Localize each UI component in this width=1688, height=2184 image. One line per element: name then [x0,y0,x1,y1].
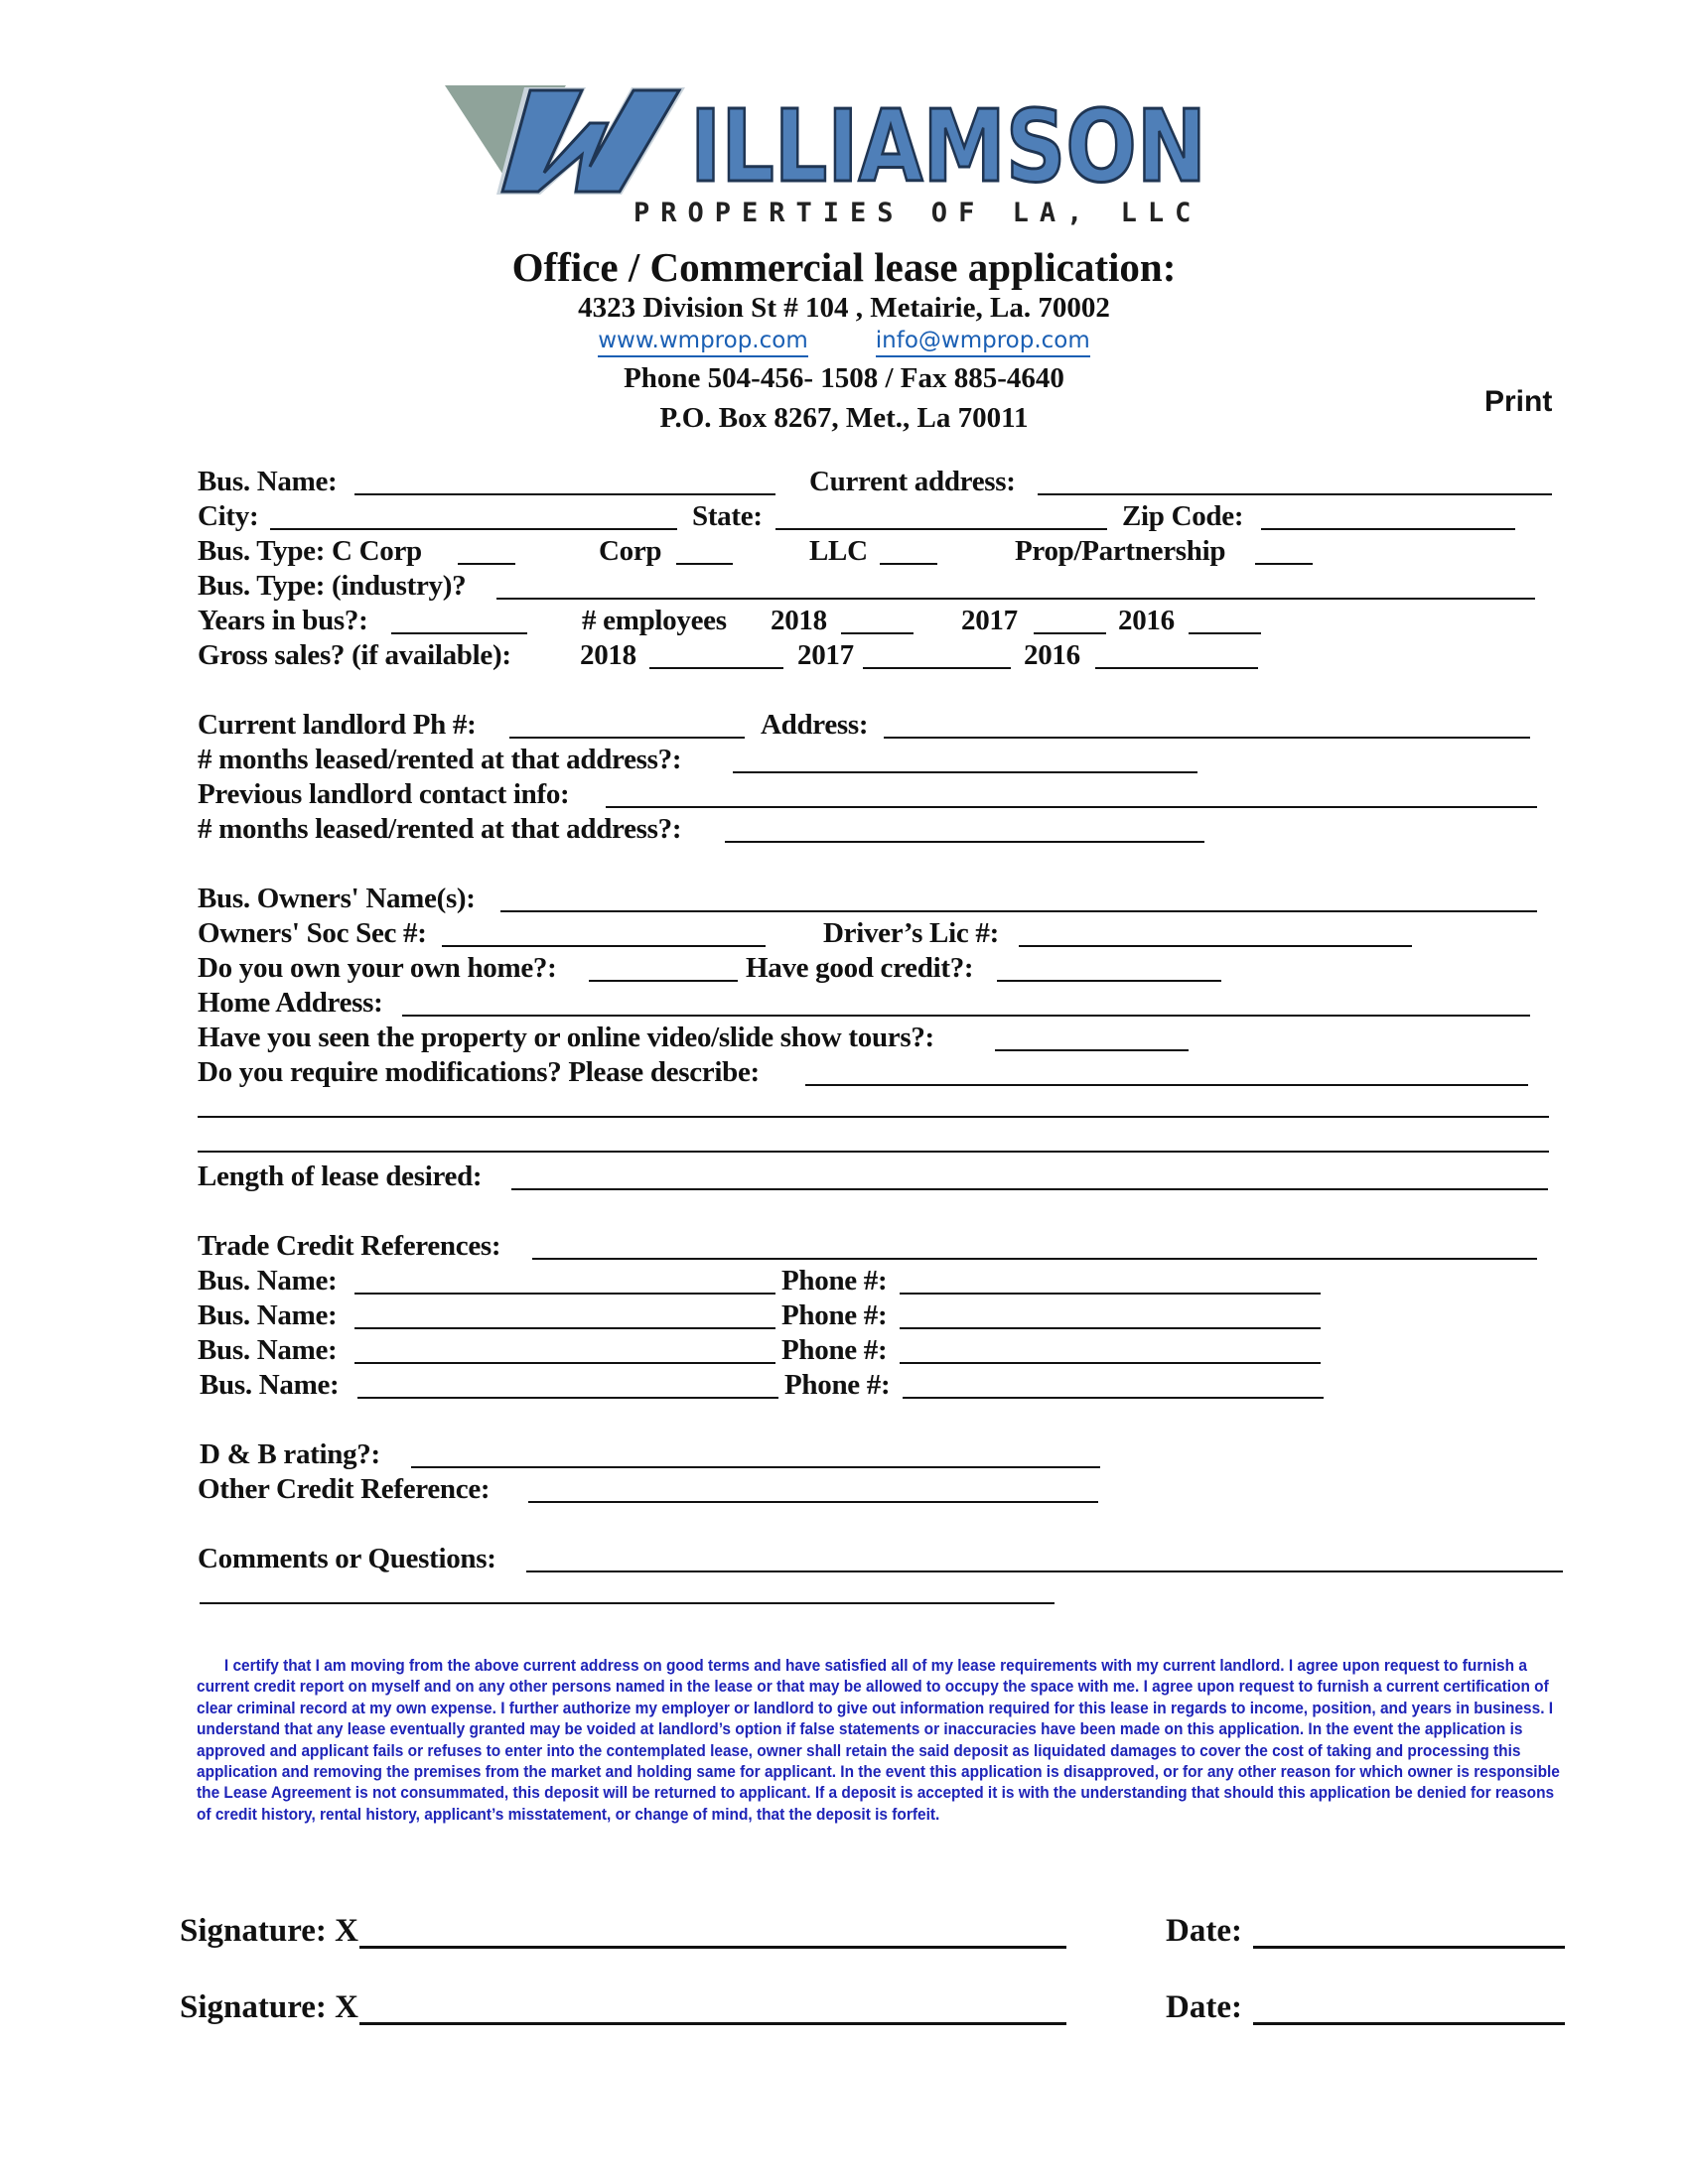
other-credit-field[interactable] [528,1501,1098,1503]
reference-phone-field[interactable] [903,1397,1324,1399]
certification-disclaimer [197,1655,1563,1825]
state-field[interactable] [775,528,1107,530]
modifications-line-3[interactable] [198,1151,1549,1153]
months-current-label: # months leased/rented at that address?: [198,744,682,775]
db-rating-field[interactable] [411,1466,1100,1468]
employees-2016-field[interactable] [1189,632,1261,634]
reference-bus-name-field[interactable] [354,1327,775,1329]
signature-row [0,1988,1688,2028]
reference-bus-name-field[interactable] [354,1293,775,1295]
page-title: Office / Commercial lease application: [511,244,1177,290]
comments-label: Comments or Questions: [198,1543,496,1574]
bus-name-field[interactable] [354,493,775,495]
trade-credit-label: Trade Credit References: [198,1230,501,1262]
llc-label: LLC [809,535,868,567]
home-address-label: Home Address: [198,987,383,1019]
gross-sales-2018-field[interactable] [649,667,783,669]
ssn-field[interactable] [442,945,766,947]
contact-links [0,326,1688,357]
logo-wordmark: ILLIAMSON [690,88,1206,205]
print-button[interactable]: Print [1484,385,1553,418]
modifications-line-2[interactable] [198,1116,1549,1118]
bus-type-label: Bus. Type: C Corp [198,535,422,567]
date-label: Date: [1166,1913,1242,1949]
previous-landlord-label: Previous landlord contact info: [198,778,570,810]
employees-2018-field[interactable] [841,632,914,634]
reference-phone-label: Phone #: [781,1265,888,1297]
landlord-address-field[interactable] [884,737,1530,739]
williamson-logo-graphic [437,81,1231,205]
prop-partnership-field[interactable] [1255,563,1313,565]
website-link[interactable]: www.wmprop.com [598,328,808,357]
months-previous-label: # months leased/rented at that address?: [198,813,682,845]
gross-sales-label: Gross sales? (if available): [198,639,511,671]
date-field[interactable] [1253,2022,1565,2025]
drivers-lic-field[interactable] [1019,945,1412,947]
company-logo [437,81,1231,236]
reference-bus-name-label: Bus. Name: [198,1265,338,1297]
employees-2017-label: 2017 [961,605,1018,636]
modifications-field[interactable] [805,1084,1528,1086]
home-address-field[interactable] [402,1015,1530,1017]
reference-bus-name-label: Bus. Name: [200,1369,340,1401]
previous-landlord-field[interactable] [606,806,1537,808]
state-label: State: [692,500,763,532]
gross-sales-2016-label: 2016 [1024,639,1080,671]
employees-2017-field[interactable] [1034,632,1106,634]
zip-field[interactable] [1261,528,1515,530]
disclaimer-text: I certify that I am moving from the above current address on good terms and have satisfied all of my lease requirements with my current landlord. I agree upon request to furnish a current credit report on myself and on any other persons named in the lease or that may be allowed to occupy the space with me. I agree upon request to furnish a current certification of clear criminal record at my own expense. I further authorize my employer or landlord to give out information required for this lease in regards to income, position, and years in business. I understand that any lease eventually granted may be voided at landlord’s option if false statements or inaccuracies have been made on this application. In the event the application is approved and applicant fails or refuses to enter into the contemplated lease, owner shall retain the said deposit as liquidated damages to cover the cost of taking and processing this application and removing the premises from the market and holding same for applicant. In the event this application is disapproved, or for any other reason for which owner is responsible the Lease Agreement is not consummated, this deposit will be returned to applicant. If a deposit is accepted it is with the understanding that should this application be denied for reasons of credit history, rental history, applicant’s misstatement, or change of mind, that the deposit is forfeit. [197,1656,1560,1824]
years-in-bus-field[interactable] [391,632,527,634]
own-home-field[interactable] [589,980,738,982]
corp-field[interactable] [676,563,733,565]
reference-phone-field[interactable] [900,1293,1321,1295]
current-address-label: Current address: [809,466,1016,497]
email-link[interactable]: info@wmprop.com [876,328,1090,357]
date-field[interactable] [1253,1946,1565,1949]
owner-names-label: Bus. Owners' Name(s): [198,883,476,914]
office-address: 4323 Division St # 104 , Metairie, La. 70002 [578,292,1110,324]
months-current-field[interactable] [733,771,1197,773]
date-label: Date: [1166,1989,1242,2025]
good-credit-field[interactable] [997,980,1221,982]
signature-label: Signature: X [180,1913,358,1949]
signature-label: Signature: X [180,1989,358,2025]
db-rating-label: D & B rating?: [200,1438,380,1470]
owner-names-field[interactable] [500,910,1537,912]
current-landlord-ph-field[interactable] [509,737,745,739]
reference-phone-label: Phone #: [781,1299,888,1331]
months-previous-field[interactable] [725,841,1204,843]
employees-2016-label: 2016 [1118,605,1175,636]
industry-field[interactable] [496,598,1535,600]
reference-phone-label: Phone #: [781,1334,888,1366]
phone-fax: Phone 504-456- 1508 / Fax 885-4640 [624,362,1064,394]
reference-phone-field[interactable] [900,1327,1321,1329]
c-corp-field[interactable] [458,563,515,565]
signature-field[interactable] [359,1946,1066,1949]
comments-line-2[interactable] [200,1602,1055,1604]
other-credit-label: Other Credit Reference: [198,1473,491,1505]
comments-field[interactable] [526,1570,1563,1572]
own-home-label: Do you own your own home?: [198,952,557,984]
reference-bus-name-label: Bus. Name: [198,1334,338,1366]
landlord-address-label: Address: [761,709,869,741]
signature-field[interactable] [359,2022,1066,2025]
current-landlord-ph-label: Current landlord Ph #: [198,709,477,741]
reference-phone-label: Phone #: [784,1369,891,1401]
signature-row [0,1912,1688,1952]
industry-label: Bus. Type: (industry)? [198,570,467,602]
bus-name-label: Bus. Name: [198,466,338,497]
current-address-field[interactable] [1038,493,1552,495]
good-credit-label: Have good credit?: [746,952,974,984]
trade-credit-field[interactable] [532,1258,1537,1260]
gross-sales-2018-label: 2018 [580,639,636,671]
prop-partnership-label: Prop/Partnership [1015,535,1226,567]
gross-sales-2017-field[interactable] [863,667,1011,669]
llc-field[interactable] [880,563,937,565]
zip-label: Zip Code: [1122,500,1244,532]
modifications-label: Do you require modifications? Please describe: [198,1056,760,1088]
logo-w-letter [496,87,685,195]
seen-property-field[interactable] [995,1049,1189,1051]
reference-bus-name-field[interactable] [354,1362,775,1364]
employees-2018-label: 2018 [771,605,827,636]
logo-subtitle: PROPERTIES OF LA, LLC [633,198,1202,228]
lease-length-field[interactable] [511,1188,1548,1190]
city-field[interactable] [270,528,677,530]
gross-sales-2016-field[interactable] [1095,667,1258,669]
drivers-lic-label: Driver’s Lic #: [823,917,999,949]
lease-length-label: Length of lease desired: [198,1160,483,1192]
corp-label: Corp [599,535,662,567]
city-label: City: [198,500,259,532]
employees-label: # employees [582,605,727,636]
ssn-label: Owners' Soc Sec #: [198,917,427,949]
gross-sales-2017-label: 2017 [797,639,854,671]
reference-phone-field[interactable] [900,1362,1321,1364]
seen-property-label: Have you seen the property or online video/slide show tours?: [198,1022,934,1053]
po-box: P.O. Box 8267, Met., La 70011 [659,402,1029,434]
reference-bus-name-field[interactable] [357,1397,778,1399]
reference-bus-name-label: Bus. Name: [198,1299,338,1331]
years-in-bus-label: Years in bus?: [198,605,368,636]
